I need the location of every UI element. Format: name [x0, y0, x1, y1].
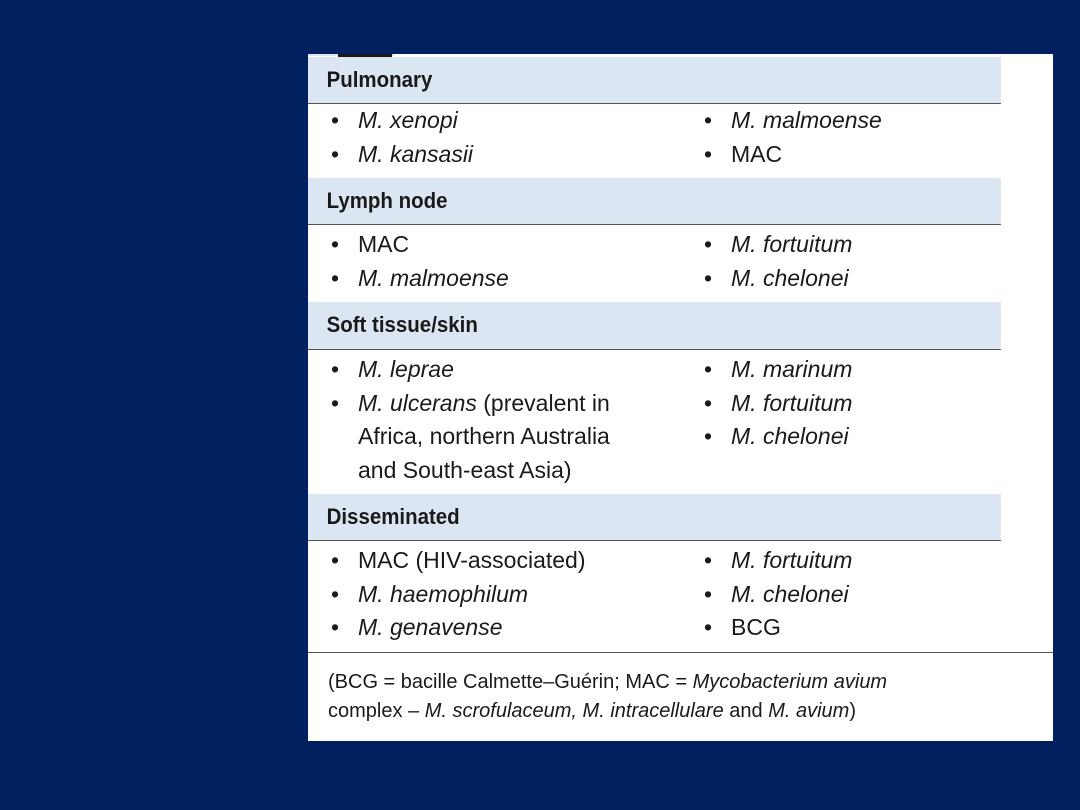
- list-item: • MAC: [328, 228, 509, 262]
- list-item: • MAC: [701, 138, 882, 172]
- bullet: •: [704, 547, 713, 573]
- section-header-lymph-node: Lymph node: [308, 178, 1001, 225]
- bullet: •: [704, 231, 713, 257]
- pulmonary-right-list: [701, 104, 882, 171]
- list-item: • M. fortuitum: [701, 387, 852, 421]
- bullet: •: [331, 231, 340, 257]
- soft-tissue-right-list: [701, 353, 852, 454]
- bullet: •: [704, 614, 713, 640]
- list-item: • M. haemophilum: [328, 578, 586, 612]
- pulmonary-left-list: [328, 104, 473, 171]
- table-footnote: (BCG = bacille Calmette–Guérin; MAC = Mycobacterium avium complex – M. scrofulaceum, M. intracellulare and M. avium): [328, 671, 888, 722]
- section-header-soft-tissue-skin: Soft tissue/skin: [308, 302, 1001, 350]
- bullet: •: [704, 389, 713, 416]
- list-item: • M. xenopi: [328, 104, 473, 138]
- bullet: •: [704, 107, 713, 133]
- bullet: •: [704, 264, 713, 291]
- list-item: • M. chelonei: [701, 578, 852, 612]
- list-item: • M. marinum: [701, 353, 852, 387]
- list-item: • M. kansasii: [328, 138, 473, 172]
- bullet: •: [704, 356, 713, 382]
- list-item: • M. fortuitum: [701, 544, 852, 578]
- disseminated-left-list: [328, 544, 586, 645]
- list-item: • M. chelonei: [701, 420, 852, 454]
- bullet: •: [331, 356, 340, 382]
- bullet: •: [331, 389, 340, 416]
- bullet: •: [331, 547, 340, 573]
- footnote-divider: [308, 652, 1053, 653]
- lymph-node-left-list: [328, 228, 509, 295]
- bullet: •: [704, 423, 713, 449]
- list-item: • MAC (HIV-associated): [328, 544, 586, 578]
- section-header-disseminated: Disseminated: [308, 494, 1001, 541]
- list-item: • M. malmoense: [328, 262, 509, 296]
- list-item: • M. leprae: [328, 353, 610, 387]
- lymph-node-right-list: [701, 228, 852, 295]
- section-header-pulmonary: Pulmonary: [308, 57, 1001, 104]
- list-item: • M. malmoense: [701, 104, 882, 138]
- soft-tissue-left-list: [328, 353, 610, 487]
- disseminated-right-list: [701, 544, 852, 645]
- list-item: • M. ulcerans (prevalent in Africa, northern Australia and South-east Asia): [328, 387, 610, 488]
- bullet: •: [331, 140, 340, 167]
- list-item: • M. genavense: [328, 611, 586, 645]
- list-item: • M. chelonei: [701, 262, 852, 296]
- bullet: •: [331, 264, 340, 291]
- list-item: • M. fortuitum: [701, 228, 852, 262]
- bullet: •: [331, 580, 340, 607]
- mycobacteria-table: [308, 54, 1053, 741]
- bullet: •: [331, 107, 340, 133]
- bullet: •: [704, 140, 713, 167]
- bullet: •: [704, 580, 713, 607]
- bullet: •: [331, 614, 340, 640]
- list-item: • BCG: [701, 611, 852, 645]
